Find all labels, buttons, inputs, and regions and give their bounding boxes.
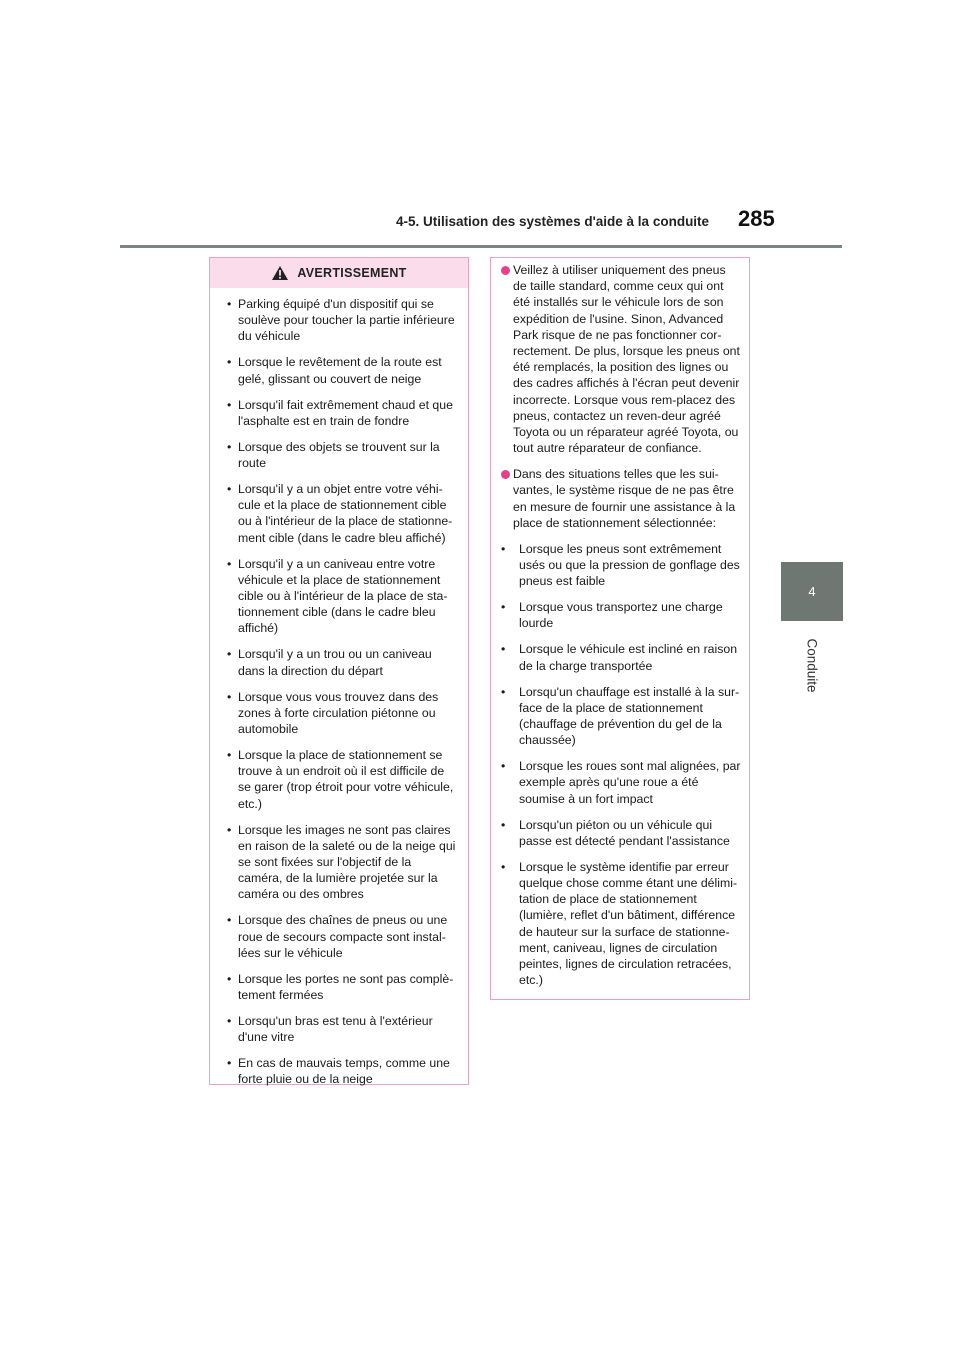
list-item: • Lorsque les portes ne sont pas complè-tement fermées — [220, 971, 458, 1003]
list-item: • Lorsque vous transportez une charge lourde — [501, 599, 741, 631]
list-item: • Lorsqu'il y a un trou ou un caniveau dans la direction du départ — [220, 646, 458, 678]
chapter-number: 4 — [808, 584, 816, 599]
list-item: • Lorsqu'un bras est tenu à l'extérieur d'une vitre — [220, 1013, 458, 1045]
notes-box — [490, 257, 750, 1000]
section-title: 4-5. Utilisation des systèmes d'aide à la conduite — [396, 214, 710, 229]
note-point — [501, 466, 741, 531]
note-text: Dans des situations telles que les sui-vantes, le système risque de ne pas être en mesure de fournir une assistance à la place de stationnement sélectionnée: — [513, 467, 736, 530]
list-item: • Parking équipé d'un dispositif qui se soulève pour toucher la partie inférieure du véhicule — [220, 296, 458, 345]
note-text: Veillez à utiliser uniquement des pneus de taille standard, comme ceux qui ont été installés sur le véhicule lors de son expédition de l'usine. Sinon, Advanced Park risque de ne pas fonctionner cor-rectement. De plus, lorsque les pneus ont été remplacés, la position des lignes ou des cadres affichés à l'écran peut devenir incorrecte. Lorsque vous rem-placez des pneus, contactez un reven-deur agréé Toyota ou un réparateur agréé Toyota, ou tout autre réparateur de confiance. — [513, 263, 740, 456]
warning-box — [209, 257, 469, 1085]
note-point — [501, 262, 741, 456]
list-item: • Lorsque le revêtement de la route est gelé, glissant ou couvert de neige — [220, 354, 458, 386]
bullet-dot-icon — [501, 470, 510, 479]
warning-list — [210, 288, 468, 1088]
list-item: • Lorsque des chaînes de pneus ou une roue de secours compacte sont instal-lées sur le véhicule — [220, 912, 458, 961]
list-item: • Lorsque la place de stationnement se trouve à un endroit où il est difficile de se garer (trop étroit pour votre véhicule, etc.) — [220, 747, 458, 812]
list-item: • Lorsque le véhicule est incliné en raison de la charge transportée — [501, 641, 741, 673]
list-item: • Lorsque les images ne sont pas claires en raison de la saleté ou de la neige qui se sont fixées sur l'objectif de la caméra, de la lumière projetée sur la caméra ou des ombres — [220, 822, 458, 903]
list-item: • En cas de mauvais temps, comme une forte pluie ou de la neige — [220, 1055, 458, 1087]
list-item: • Lorsqu'il fait extrêmement chaud et que l'asphalte est en train de fondre — [220, 397, 458, 429]
list-item: • Lorsqu'il y a un objet entre votre véhi-cule et la place de stationnement cible ou à l'intérieur de la place de stationne-ment cible (dans le cadre bleu affiché) — [220, 481, 458, 546]
header-divider — [120, 245, 842, 248]
note-sub-list — [501, 541, 741, 989]
warning-header — [210, 258, 468, 288]
page-number: 285 — [738, 206, 775, 231]
bullet-dot-icon — [501, 266, 510, 275]
list-item: • Lorsque vous vous trouvez dans des zones à forte circulation piétonne ou automobile — [220, 689, 458, 738]
chapter-label: Conduite — [804, 638, 820, 693]
warning-title: AVERTISSEMENT — [297, 266, 407, 280]
list-item: • Lorsque des objets se trouvent sur la route — [220, 439, 458, 471]
list-item: • Lorsque les roues sont mal alignées, par exemple après qu'une roue a été soumise à un fort impact — [501, 758, 741, 807]
warning-triangle-icon — [271, 265, 289, 281]
list-item: • Lorsque le système identifie par erreur quelque chose comme étant une délimi-tation de place de stationnement (lumière, reflet d'un bâtiment, différence de hauteur sur la surface de stationne-ment, caniveau, lignes de circulation peintes, lignes de circulation retracées, etc.) — [501, 859, 741, 989]
list-item: • Lorsqu'un chauffage est installé à la sur-face de la place de stationnement (chauffage de prévention du gel de la chaussée) — [501, 684, 741, 749]
chapter-tab[interactable] — [781, 562, 843, 621]
list-item: • Lorsqu'un piéton ou un véhicule qui passe est détecté pendant l'assistance — [501, 817, 741, 849]
list-item: • Lorsqu'il y a un caniveau entre votre véhicule et la place de stationnement cible ou à l'intérieur de la place de sta-tionnement cible (dans le cadre bleu affiché) — [220, 556, 458, 637]
list-item: • Lorsque les pneus sont extrêmement usés ou que la pression de gonflage des pneus est faible — [501, 541, 741, 590]
